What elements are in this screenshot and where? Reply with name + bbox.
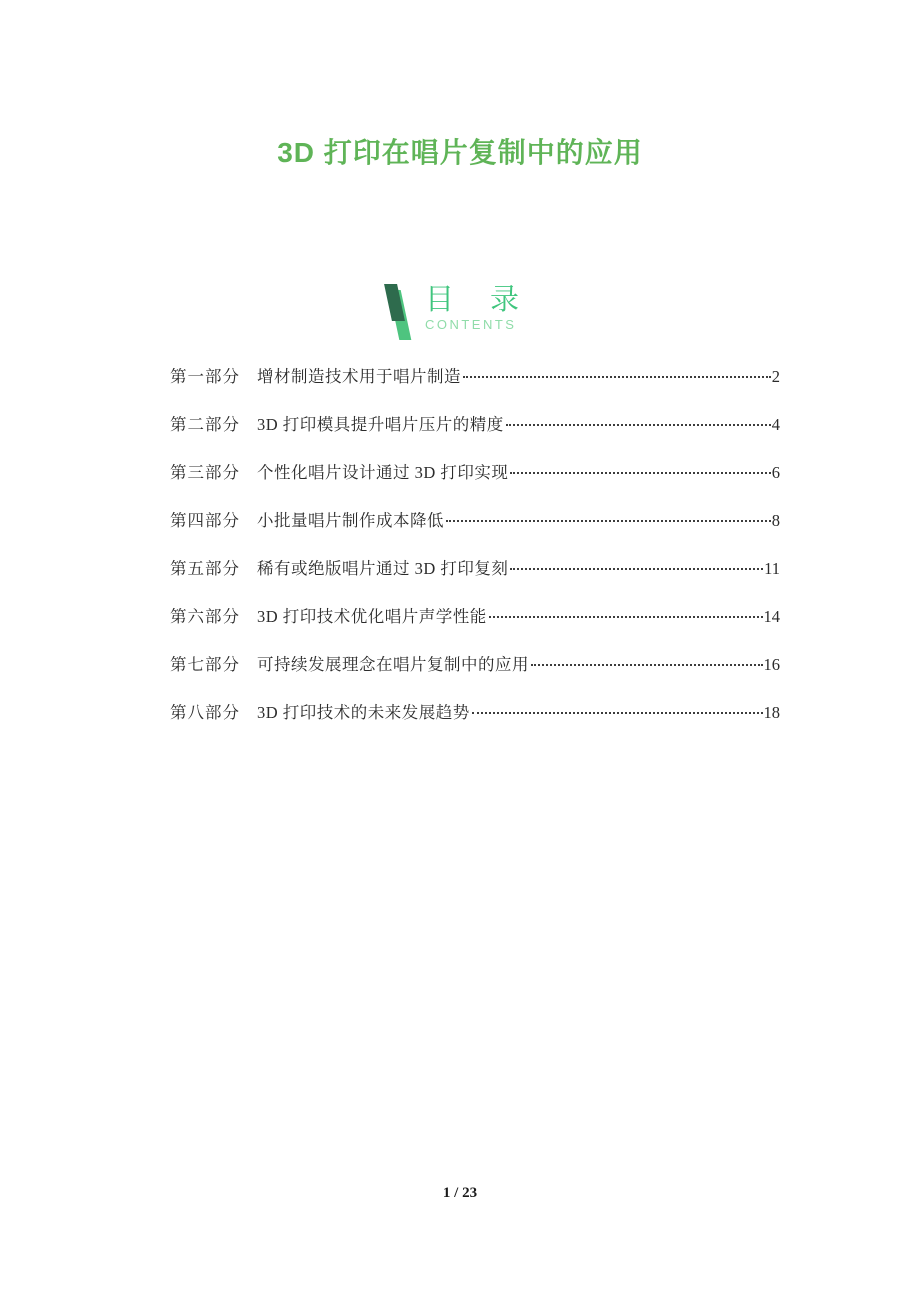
toc-dot-leader	[472, 712, 763, 714]
toc-part-label: 第五部分	[170, 559, 240, 578]
toc-page-number: 11	[764, 559, 780, 578]
toc-page-number: 16	[763, 655, 780, 674]
toc-entry-7[interactable]	[170, 651, 780, 674]
toc-logo-icon	[387, 284, 413, 342]
toc-part-label: 第一部分	[170, 367, 240, 386]
toc-page-number: 14	[763, 607, 780, 626]
toc-entry-title: 可持续发展理念在唱片复制中的应用	[257, 655, 529, 674]
toc-entry-4[interactable]	[170, 507, 780, 530]
toc-entry-8[interactable]	[170, 699, 780, 722]
toc-part-label: 第四部分	[170, 511, 240, 530]
toc-entry-title: 小批量唱片制作成本降低	[257, 511, 444, 530]
toc-dot-leader	[489, 616, 763, 618]
toc-entry-title: 3D 打印技术的未来发展趋势	[257, 703, 470, 722]
toc-dot-leader	[506, 424, 771, 426]
toc-heading: 目 录	[424, 284, 534, 316]
toc-page-number: 4	[771, 415, 780, 434]
toc-page-number: 6	[771, 463, 780, 482]
toc-entry-title: 3D 打印技术优化唱片声学性能	[257, 607, 487, 626]
toc-entry-3[interactable]	[170, 459, 780, 482]
toc-dot-leader	[510, 568, 763, 570]
toc-entry-2[interactable]	[170, 411, 780, 434]
toc-entry-title: 个性化唱片设计通过 3D 打印实现	[257, 463, 509, 482]
toc-dot-leader	[531, 664, 763, 666]
toc-entry-title: 3D 打印模具提升唱片压片的精度	[257, 415, 504, 434]
toc-dot-leader	[463, 376, 771, 378]
toc-part-label: 第三部分	[170, 463, 240, 482]
toc-dot-leader	[510, 472, 770, 474]
toc-header-text	[425, 284, 533, 332]
toc-entry-title: 增材制造技术用于唱片制造	[257, 367, 461, 386]
toc-part-label: 第二部分	[170, 415, 240, 434]
toc-header	[0, 284, 920, 342]
page-number-indicator: 1 / 23	[442, 1185, 478, 1201]
toc-page-number: 8	[771, 511, 780, 530]
toc-list	[170, 363, 780, 747]
toc-entry-title: 稀有或绝版唱片通过 3D 打印复刻	[257, 559, 509, 578]
document-title: 3D 打印在唱片复制中的应用	[277, 136, 643, 168]
toc-subheading: CONTENTS	[424, 317, 517, 332]
toc-entry-6[interactable]	[170, 603, 780, 626]
toc-page-number: 2	[771, 367, 780, 386]
toc-part-label: 第六部分	[170, 607, 240, 626]
toc-page-number: 18	[763, 703, 780, 722]
toc-entry-1[interactable]	[170, 363, 780, 386]
toc-dot-leader	[446, 520, 771, 522]
toc-part-label: 第八部分	[170, 703, 240, 722]
toc-part-label: 第七部分	[170, 655, 240, 674]
toc-entry-5[interactable]	[170, 555, 780, 578]
